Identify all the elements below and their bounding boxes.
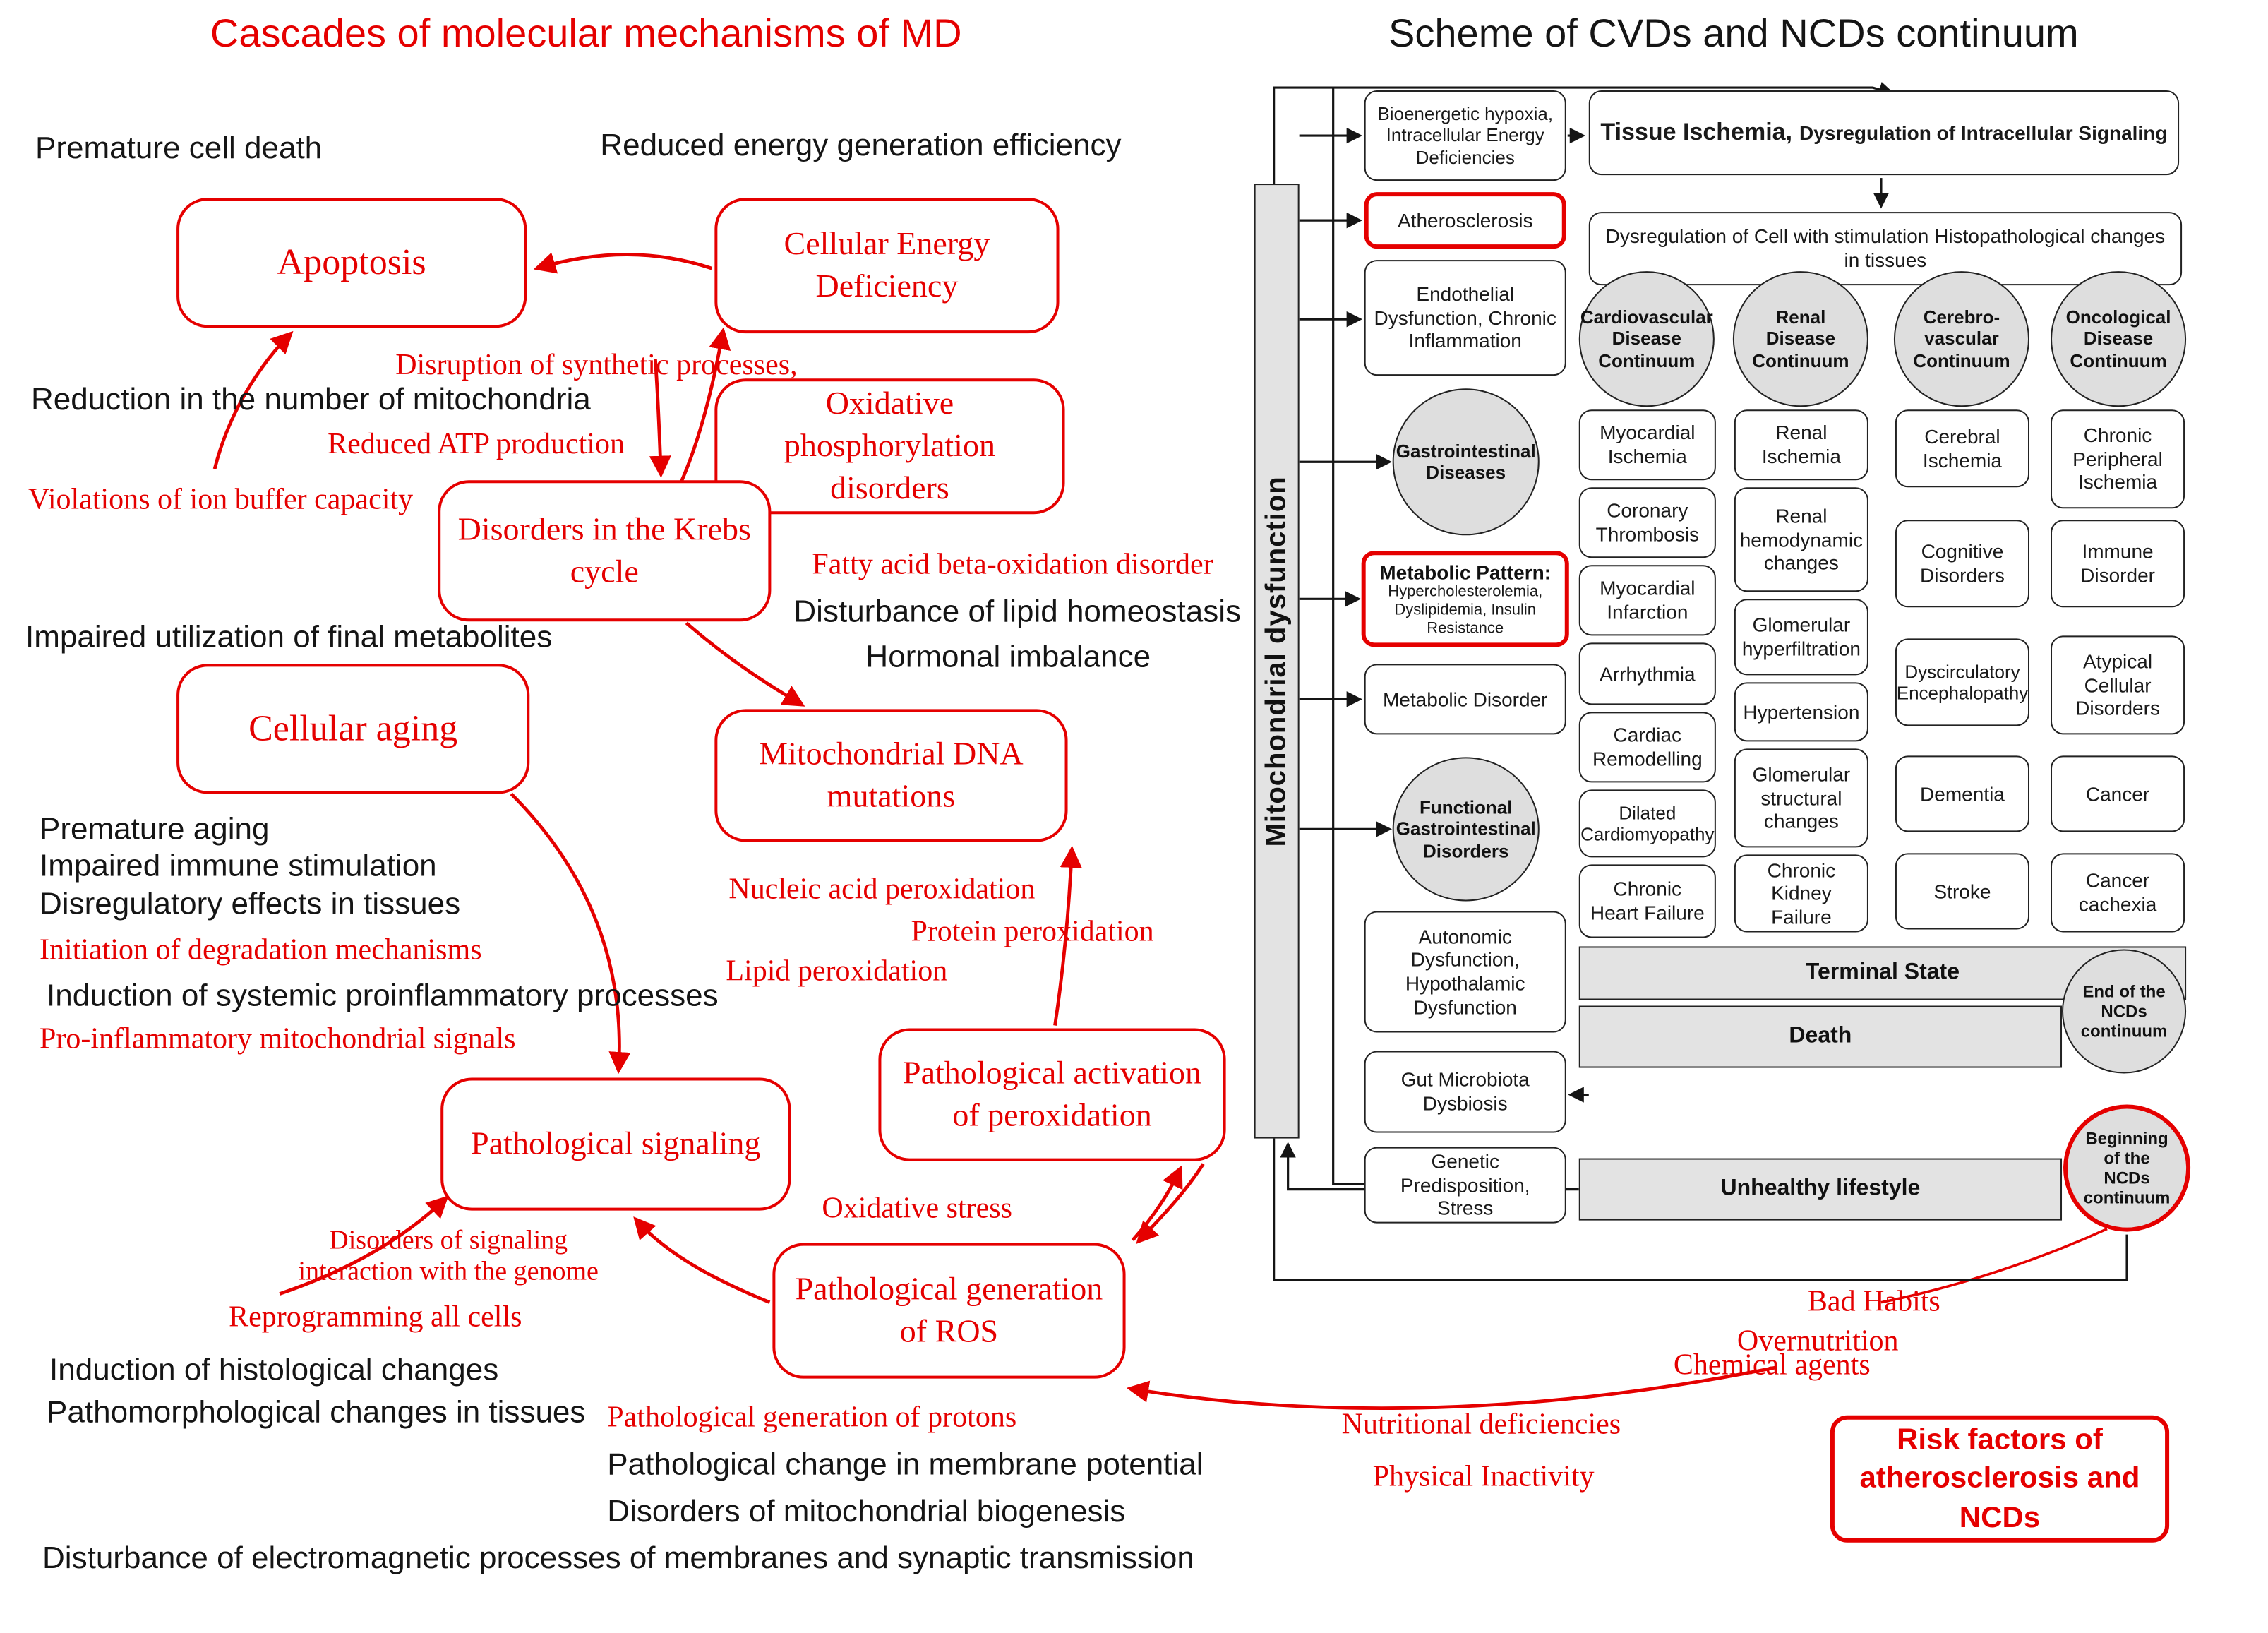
label-membrane-potential: Pathological change in membrane potential <box>607 1446 1204 1482</box>
cardiovascular-continuum-circle: Cardiovascular Disease Continuum <box>1579 271 1715 407</box>
label-ion-buffer: Violations of ion buffer capacity <box>28 481 414 516</box>
dilated-cardiomyopathy-box: Dilated Cardiomyopathy <box>1579 789 1716 857</box>
metabolic-pattern-title: Metabolic Pattern: <box>1379 560 1552 583</box>
label-electromagnetic: Disturbance of electromagnetic processes of membranes and synaptic transmission <box>42 1539 1194 1575</box>
glomerular-hyperfiltration-box: Glomerular hyperfiltration <box>1734 599 1868 675</box>
gastrointestinal-diseases-circle: Gastrointestinal Diseases <box>1393 388 1540 535</box>
cardiac-remodelling-box: Cardiac Remodelling <box>1579 712 1716 782</box>
cellular-aging-box: Cellular aging <box>176 664 529 794</box>
chronic-heart-failure-box: Chronic Heart Failure <box>1579 864 1716 938</box>
left-title: Cascades of molecular mechanisms of MD <box>210 11 962 56</box>
label-reduced-energy: Reduced energy generation efficiency <box>600 127 1122 163</box>
renal-ischemia-box: Renal Ischemia <box>1734 409 1868 480</box>
bioenergetic-hypoxia-box: Bioenergetic hypoxia, Intracellular Energy Deficiencies <box>1364 90 1566 181</box>
krebs-cycle-box: Disorders in the Krebs cycle <box>438 480 771 621</box>
label-signaling-genome: Disorders of signaling interaction with the genome <box>298 1226 599 1287</box>
oxidative-phosphorylation-box: Oxidative phosphorylation disorders <box>714 378 1064 514</box>
end-of-ncds-circle: End of the NCDs continuum <box>2062 949 2186 1073</box>
label-reduction-mitochondria: Reduction in the number of mitochondria <box>31 381 591 417</box>
label-lipid-homeostasis: Disturbance of lipid homeostasis <box>793 593 1242 629</box>
tissue-ischemia-main: Tissue Ischemia, <box>1600 118 1793 146</box>
label-disregulatory-effects: Disregulatory effects in tissues <box>40 885 461 921</box>
atherosclerosis-box: Atherosclerosis <box>1364 192 1566 249</box>
label-physical-inactivity: Physical Inactivity <box>1372 1459 1595 1493</box>
label-chemical-agents: Chemical agents <box>1673 1347 1871 1382</box>
label-protons: Pathological generation of protons <box>607 1399 1017 1434</box>
dementia-box: Dementia <box>1895 755 2029 832</box>
label-premature-aging: Premature aging <box>40 810 270 847</box>
atypical-cellular-disorders-box: Atypical Cellular Disorders <box>2051 635 2185 734</box>
arrow-peroxidation-to-ros <box>1139 1164 1204 1242</box>
arrow-aging-to-signaling <box>511 794 619 1070</box>
renal-continuum-circle: Renal Disease Continuum <box>1733 271 1868 407</box>
glomerular-structural-box: Glomerular structural changes <box>1734 748 1868 847</box>
label-histological-changes: Induction of histological changes <box>49 1351 499 1387</box>
label-degradation-mechanisms: Initiation of degradation mechanisms <box>40 932 482 967</box>
label-oxidative-stress: Oxidative stress <box>822 1190 1012 1225</box>
label-overnutrition: Overnutrition <box>1736 1323 1899 1358</box>
metabolic-pattern-box <box>1362 551 1569 647</box>
cerebral-ischemia-box: Cerebral Ischemia <box>1895 409 2029 487</box>
endothelial-dysfunction-box: Endothelial Dysfunction, Chronic Inflammation <box>1364 260 1566 376</box>
tissue-ischemia-sub: Dysregulation of Intracellular Signaling <box>1799 121 2168 144</box>
label-protein-peroxidation: Protein peroxidation <box>911 914 1154 948</box>
mitochondrial-dysfunction-label: Mitochondrial dysfunction <box>1260 475 1292 847</box>
metabolic-disorder-box: Metabolic Disorder <box>1364 664 1566 734</box>
label-fatty-acid: Fatty acid beta-oxidation disorder <box>812 546 1213 581</box>
label-bad-habits: Bad Habits <box>1807 1284 1940 1318</box>
cerebrovascular-continuum-circle: Cerebro-vascular Continuum <box>1894 271 2029 407</box>
chronic-peripheral-ischemia-box: Chronic Peripheral Ischemia <box>2051 409 2185 508</box>
ros-generation-box: Pathological generation of ROS <box>772 1243 1125 1379</box>
pathological-signaling-box: Pathological signaling <box>440 1078 791 1211</box>
myocardial-infarction-box: Myocardial Infarction <box>1579 565 1716 635</box>
label-nutritional-deficiencies: Nutritional deficiencies <box>1341 1406 1621 1441</box>
beginning-of-ncds-circle: Beginning of the NCDs continuum <box>2063 1105 2190 1232</box>
functional-gi-disorders-circle: Functional Gastrointestinal Disorders <box>1393 757 1540 901</box>
death-bar: Death <box>1579 1005 2062 1067</box>
label-systemic-proinflammatory: Induction of systemic proinflammatory processes <box>47 977 719 1013</box>
arrow-krebs-to-mtdna <box>686 623 802 705</box>
renal-hemodynamic-box: Renal hemodynamic changes <box>1734 487 1868 592</box>
label-impaired-immune: Impaired immune stimulation <box>40 847 437 883</box>
hypertension-box: Hypertension <box>1734 682 1868 741</box>
label-impaired-metabolites: Impaired utilization of final metabolites <box>25 618 553 654</box>
label-nucleic-acid-peroxidation: Nucleic acid peroxidation <box>728 871 1036 906</box>
chronic-kidney-failure-box: Chronic Kidney Failure <box>1734 854 1868 932</box>
gut-microbiota-box: Gut Microbiota Dysbiosis <box>1364 1051 1566 1133</box>
unhealthy-lifestyle-bar: Unhealthy lifestyle <box>1579 1159 2062 1221</box>
label-premature-cell-death: Premature cell death <box>35 130 323 166</box>
metabolic-pattern-subtext: Hypercholesterolemia, Dyslipidemia, Insulin Resistance <box>1388 583 1543 637</box>
mtdna-mutations-box: Mitochondrial DNA mutations <box>714 709 1067 842</box>
mitochondrial-dysfunction-bar <box>1254 184 1300 1138</box>
autonomic-dysfunction-box: Autonomic Dysfunction, Hypothalamic Dysfunction <box>1364 911 1566 1032</box>
dyscirculatory-encephalopathy-box: Dyscirculatory Encephalopathy <box>1895 638 2029 726</box>
cellular-energy-deficiency-box: Cellular Energy Deficiency <box>714 198 1059 333</box>
label-pathomorphological: Pathomorphological changes in tissues <box>47 1394 586 1430</box>
label-reduced-atp: Reduced ATP production <box>328 426 625 461</box>
arrow-ros-to-signaling <box>635 1219 769 1303</box>
cancer-box: Cancer <box>2051 755 2185 832</box>
arrhythmia-box: Arrhythmia <box>1579 642 1716 705</box>
apoptosis-box: Apoptosis <box>176 198 527 328</box>
risk-factors-box: Risk factors of atherosclerosis and NCDs <box>1830 1416 2169 1543</box>
immune-disorder-box: Immune Disorder <box>2051 520 2185 607</box>
terminal-state-bar: Terminal State <box>1579 946 2186 1000</box>
cognitive-disorders-box: Cognitive Disorders <box>1895 520 2029 607</box>
arrow-ros-to-peroxidation <box>1133 1168 1181 1240</box>
cell-dysregulation-box: Dysregulation of Cell with stimulation Histopathological changes in tissues <box>1589 212 2182 285</box>
label-hormonal-imbalance: Hormonal imbalance <box>865 638 1151 674</box>
genetic-predisposition-box: Genetic Predisposition, Stress <box>1364 1147 1566 1224</box>
label-proinflammatory-signals: Pro-inflammatory mitochondrial signals <box>40 1021 516 1055</box>
right-title: Scheme of CVDs and NCDs continuum <box>1388 11 2079 56</box>
oncological-continuum-circle: Oncological Disease Continuum <box>2051 271 2186 407</box>
myocardial-ischemia-box: Myocardial Ischemia <box>1579 409 1716 480</box>
label-mito-biogenesis: Disorders of mitochondrial biogenesis <box>607 1493 1126 1529</box>
peroxidation-activation-box: Pathological activation of peroxidation <box>878 1029 1225 1161</box>
stroke-box: Stroke <box>1895 853 2029 929</box>
label-disruption-synthetic: Disruption of synthetic processes, <box>395 347 798 382</box>
arrow-ced-to-apoptosis <box>536 255 712 269</box>
tissue-ischemia-box <box>1589 90 2179 175</box>
label-reprogramming: Reprogramming all cells <box>229 1299 522 1334</box>
cancer-cachexia-box: Cancer cachexia <box>2051 853 2185 932</box>
coronary-thrombosis-box: Coronary Thrombosis <box>1579 487 1716 558</box>
label-lipid-peroxidation: Lipid peroxidation <box>726 953 948 988</box>
